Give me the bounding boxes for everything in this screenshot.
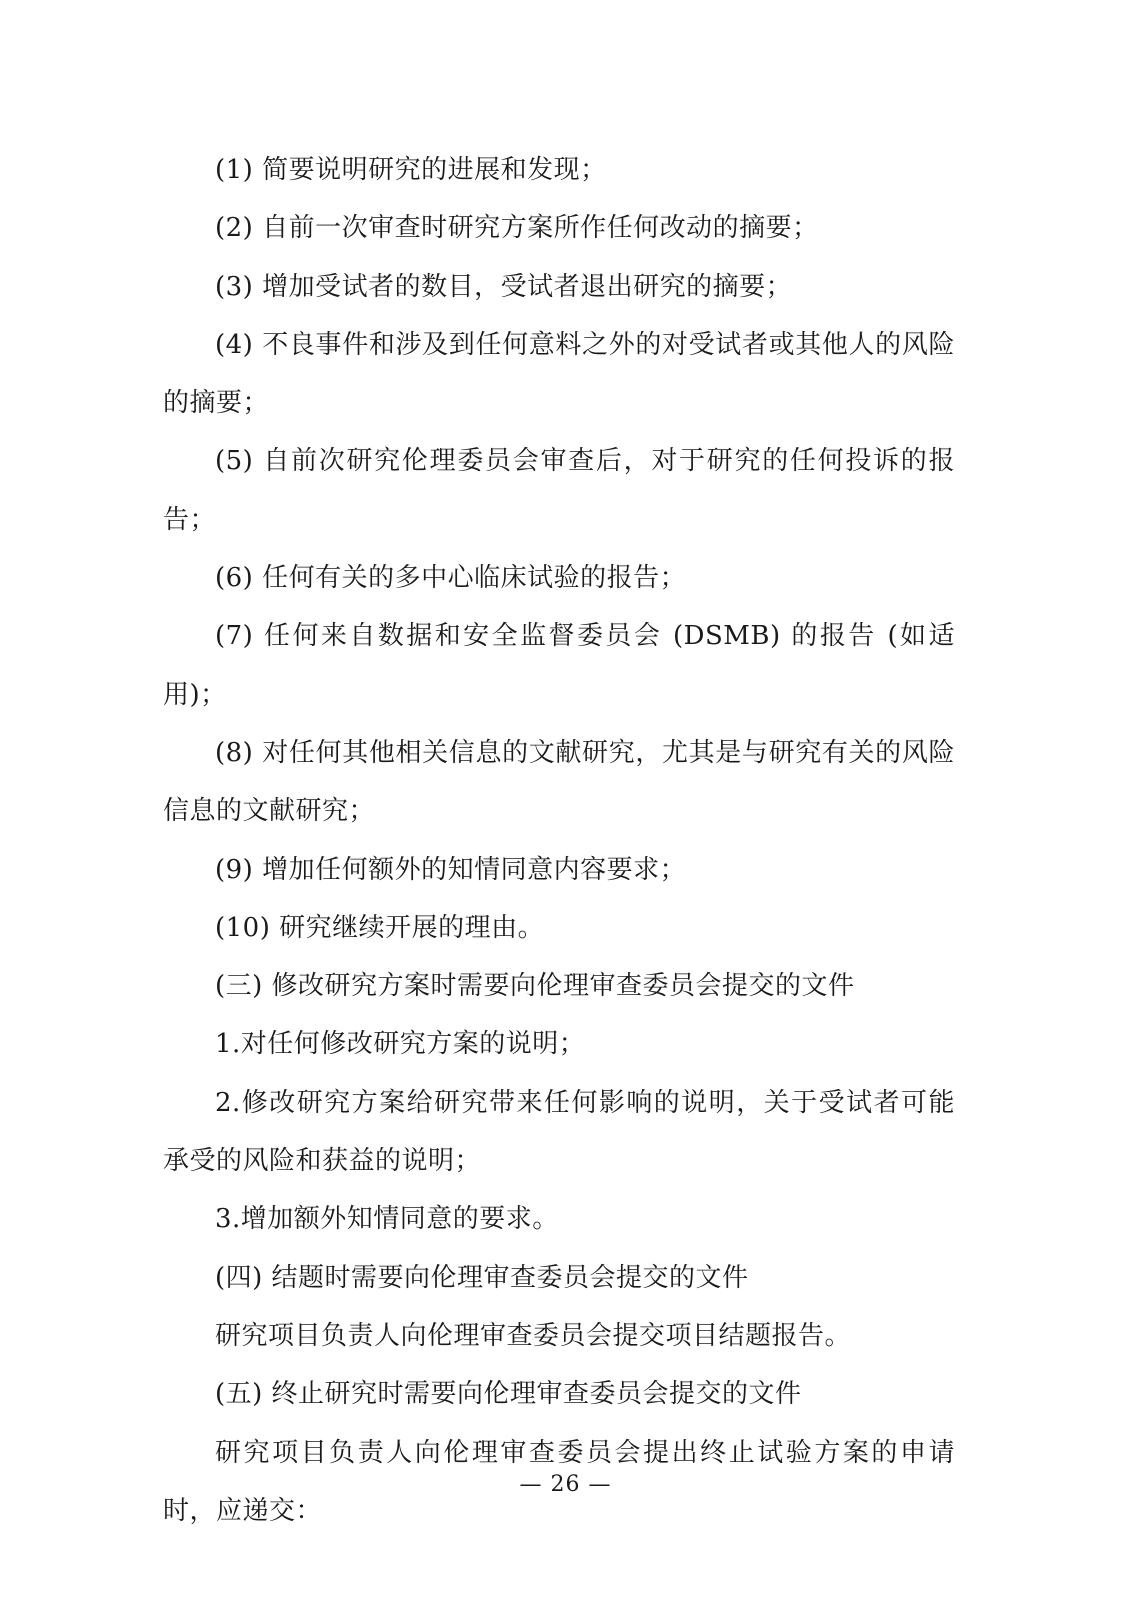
paragraph: 研究项目负责人向伦理审查委员会提出终止试验方案的申请时，应递交： <box>163 1437 955 1526</box>
paragraph: 3.增加额外知情同意的要求。 <box>215 1204 559 1235</box>
page-number: — 26 — <box>519 1472 612 1497</box>
paragraph: 研究项目负责人向伦理审查委员会提交项目结题报告。 <box>215 1320 852 1351</box>
paragraph: 1.对任何修改研究方案的说明； <box>215 1029 586 1060</box>
paragraph: (5) 自前次研究伦理委员会审查后，对于研究的任何投诉的报告； <box>163 446 955 535</box>
paragraph: (2) 自前一次审查时研究方案所作任何改动的摘要； <box>215 213 819 244</box>
document-body <box>163 141 955 1540</box>
paragraph: (4) 不良事件和涉及到任何意料之外的对受试者或其他人的风险的摘要； <box>163 329 955 419</box>
paragraph: 2.修改研究方案给研究带来任何影响的说明，关于受试者可能承受的风险和获益的说明； <box>163 1087 955 1177</box>
paragraph: (9) 增加任何额外的知情同意内容要求； <box>215 854 687 885</box>
section-heading: (四) 结题时需要向伦理审查委员会提交的文件 <box>215 1262 749 1293</box>
section-heading: (三) 修改研究方案时需要向伦理审查委员会提交的文件 <box>215 971 855 1002</box>
paragraph: (8) 对任何其他相关信息的文献研究，尤其是与研究有关的风险信息的文献研究； <box>163 737 955 827</box>
paragraph: (3) 增加受试者的数目，受试者退出研究的摘要； <box>215 271 793 302</box>
paragraph: (10) 研究继续开展的理由。 <box>215 912 545 943</box>
paragraph: (1) 简要说明研究的进展和发现； <box>215 155 607 185</box>
section-heading: (五) 终止研究时需要向伦理审查委员会提交的文件 <box>215 1379 802 1410</box>
paragraph: (7) 任何来自数据和安全监督委员会 (DSMB) 的报告 (如适用)； <box>163 621 955 710</box>
paragraph: (6) 任何有关的多中心临床试验的报告； <box>215 563 687 594</box>
